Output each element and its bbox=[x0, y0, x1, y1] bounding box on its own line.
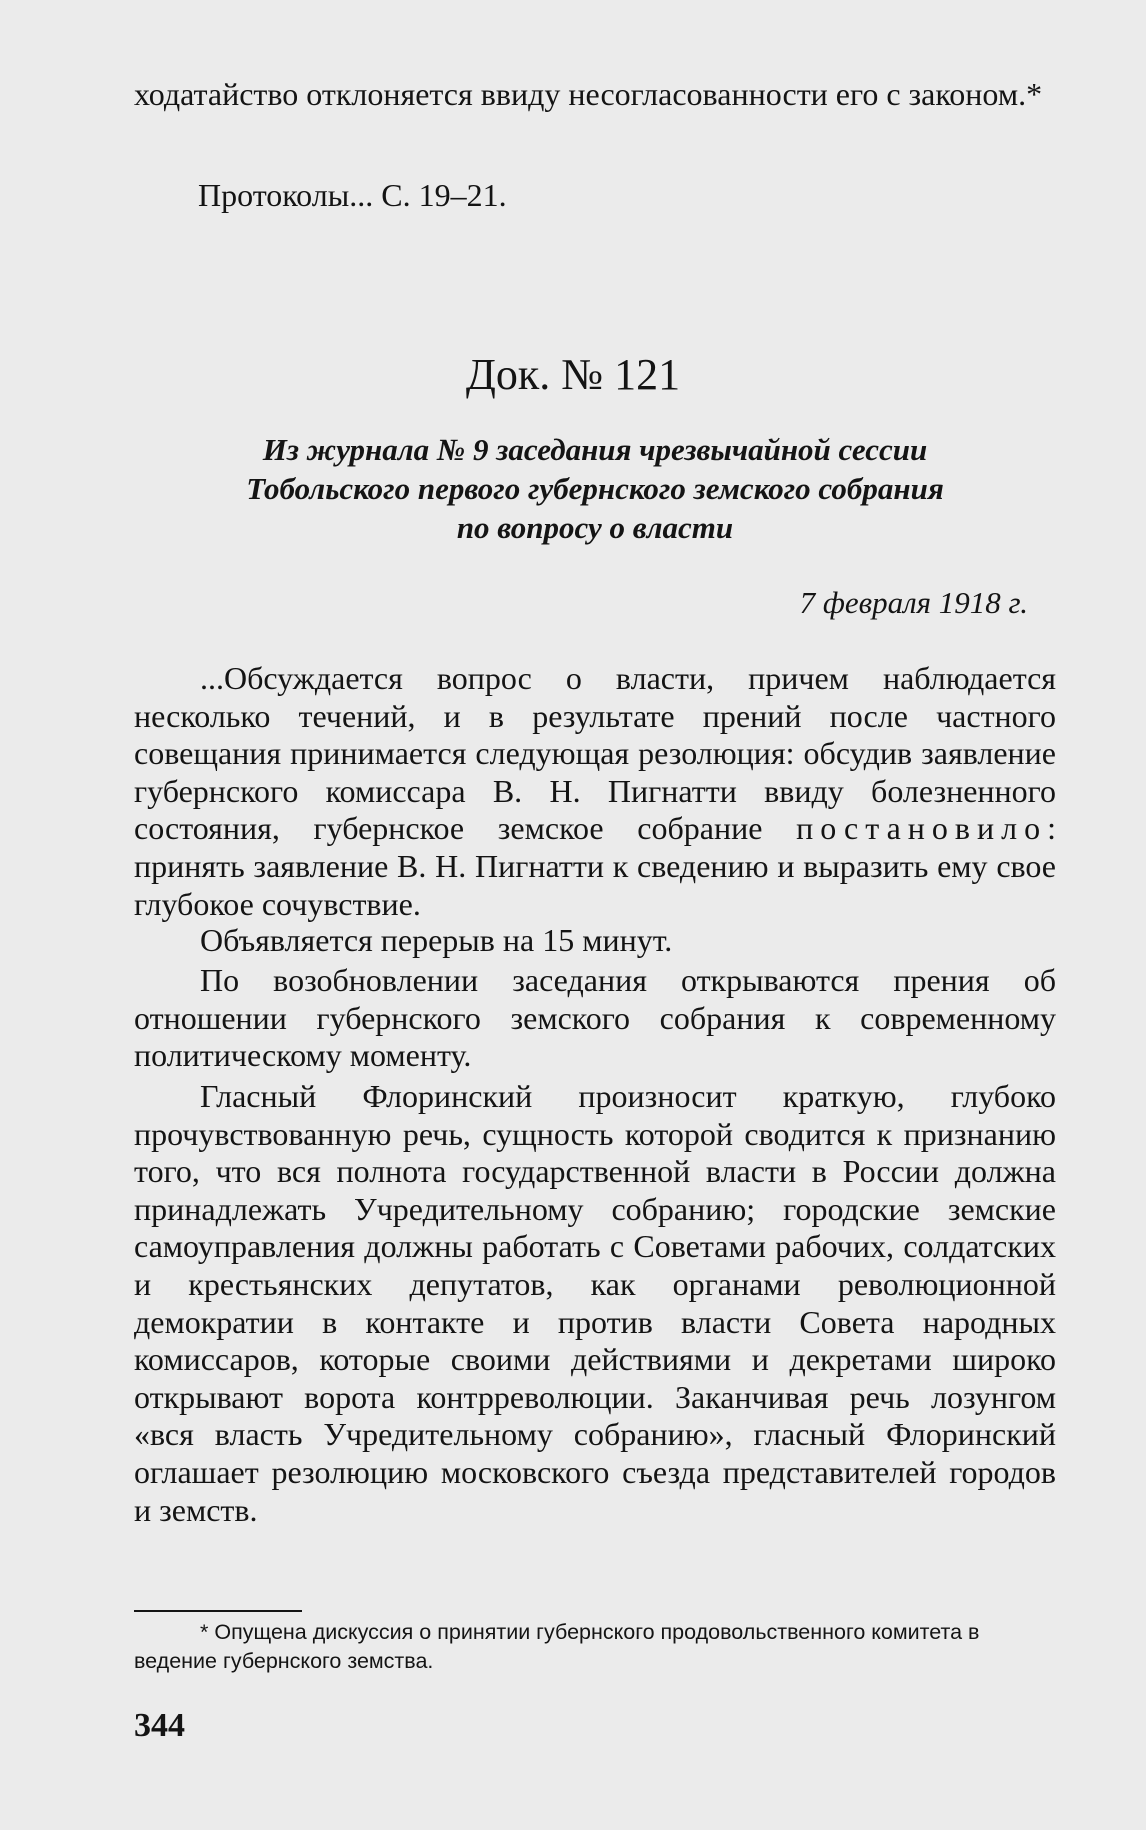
subtitle-line-1: Из журнала № 9 заседания чрезвычайной сессии bbox=[262, 432, 928, 467]
document-title: Док. № 121 bbox=[465, 350, 681, 399]
footnote-mark: * bbox=[200, 1620, 209, 1644]
document-subtitle bbox=[134, 430, 1056, 547]
footnote-text: Опущена дискуссия о принятии губернского продовольственного комитета в ведение губернского земства. bbox=[134, 1620, 980, 1673]
body-paragraph-3: По возобновлении заседания открываются прения об отношении губернского земского собрания к современному политическому моменту. bbox=[134, 962, 1056, 1074]
subtitle-line-2: Тобольского первого губернского земского собрания bbox=[246, 471, 944, 506]
continued-paragraph bbox=[134, 76, 1056, 114]
source-note: Протоколы... С. 19–21. bbox=[198, 177, 507, 213]
paragraph-1-end: : принять заявление В. Н. Пигнатти к сведению и выразить ему свое глубокое сочувствие. bbox=[134, 810, 1057, 922]
paragraph-1-text: ...Обсуждается вопрос о власти, причем наблюдается несколько течений, и в результате прений после частного совещания принимается следующая резолюция: обсудив заявление губернского комиссара В. Н. Пигнатти ввиду болезненного состояния, губернское земское собрание bbox=[134, 660, 1056, 847]
subtitle-line-3: по вопросу о власти bbox=[456, 510, 734, 545]
footnote bbox=[134, 1618, 1058, 1676]
body-paragraph-1 bbox=[134, 660, 1056, 923]
footnote-divider bbox=[134, 1610, 302, 1612]
page-number: 344 bbox=[134, 1707, 185, 1744]
document-date: 7 февраля 1918 г. bbox=[799, 585, 1028, 620]
body-paragraph-2: Объявляется перерыв на 15 минут. bbox=[200, 922, 673, 958]
body-paragraph-4: Гласный Флоринский произносит краткую, глубоко прочувствованную речь, сущность которой сводится к признанию того, что вся полнота государственной власти в России должна принадлежать Учредительному собранию; городские земские самоуправления должны работать с Советами рабочих, солдатских и крестьянских депутатов, как органами революционной демократии в контакте и против власти Совета народных комиссаров, которые своими действиями и декретами широко открывают ворота контрреволюции. Заканчивая речь лозунгом «вся власть Учредительному собранию», гласный Флоринский оглашает резолюцию московского съезда представителей городов и земств. bbox=[134, 1078, 1056, 1528]
continued-paragraph-text: ходатайство отклоняется ввиду несогласованности его с законом.* bbox=[134, 76, 1043, 112]
spaced-word-postanovilo: постановило bbox=[796, 810, 1048, 847]
